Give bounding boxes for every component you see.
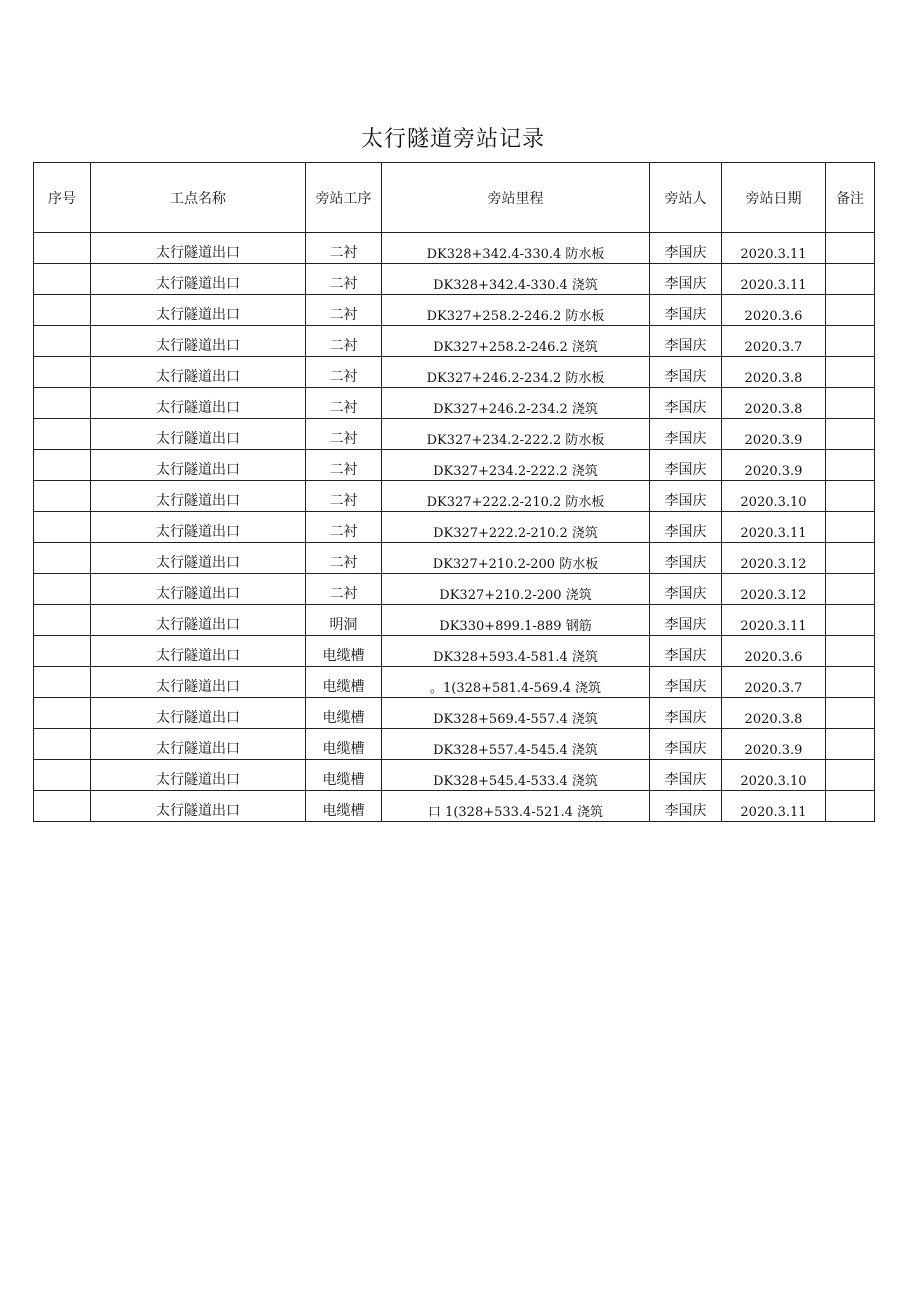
cell-date: 2020.3.10 <box>722 481 826 512</box>
cell-seq <box>34 791 91 822</box>
cell-person: 李国庆 <box>650 512 722 543</box>
cell-person: 李国庆 <box>650 791 722 822</box>
cell-person: 李国庆 <box>650 574 722 605</box>
table-row <box>34 419 875 450</box>
cell-seq <box>34 481 91 512</box>
cell-remark <box>826 636 875 667</box>
cell-site-name: 太行隧道出口 <box>91 512 306 543</box>
cell-site-name: 太行隧道出口 <box>91 357 306 388</box>
table-header-row <box>34 163 875 233</box>
cell-seq <box>34 264 91 295</box>
cell-seq <box>34 636 91 667</box>
cell-date: 2020.3.7 <box>722 667 826 698</box>
cell-date: 2020.3.6 <box>722 636 826 667</box>
table-row <box>34 667 875 698</box>
cell-mileage: DK327+246.2-234.2 防水板 <box>382 357 650 388</box>
cell-seq <box>34 729 91 760</box>
header-seq: 序号 <box>34 163 91 233</box>
cell-site-name: 太行隧道出口 <box>91 295 306 326</box>
cell-seq <box>34 698 91 729</box>
cell-site-name: 太行隧道出口 <box>91 760 306 791</box>
table-row <box>34 450 875 481</box>
cell-person: 李国庆 <box>650 729 722 760</box>
table-row <box>34 791 875 822</box>
cell-process: 二衬 <box>306 512 382 543</box>
cell-person: 李国庆 <box>650 667 722 698</box>
cell-person: 李国庆 <box>650 450 722 481</box>
table-row <box>34 636 875 667</box>
cell-seq <box>34 233 91 264</box>
cell-process: 二衬 <box>306 295 382 326</box>
cell-remark <box>826 698 875 729</box>
cell-process: 电缆槽 <box>306 791 382 822</box>
cell-date: 2020.3.8 <box>722 698 826 729</box>
table-row <box>34 233 875 264</box>
cell-remark <box>826 605 875 636</box>
cell-site-name: 太行隧道出口 <box>91 605 306 636</box>
station-record-table <box>33 162 875 822</box>
table-row <box>34 388 875 419</box>
cell-date: 2020.3.11 <box>722 605 826 636</box>
cell-process: 二衬 <box>306 574 382 605</box>
cell-mileage: 。1(328+581.4-569.4 浇筑 <box>382 667 650 698</box>
cell-mileage: DK328+557.4-545.4 浇筑 <box>382 729 650 760</box>
cell-seq <box>34 326 91 357</box>
table-row <box>34 574 875 605</box>
cell-mileage: DK328+569.4-557.4 浇筑 <box>382 698 650 729</box>
cell-remark <box>826 729 875 760</box>
table-row <box>34 264 875 295</box>
table-row <box>34 760 875 791</box>
cell-process: 电缆槽 <box>306 667 382 698</box>
cell-person: 李国庆 <box>650 481 722 512</box>
table-row <box>34 326 875 357</box>
cell-remark <box>826 512 875 543</box>
cell-remark <box>826 450 875 481</box>
table-row <box>34 698 875 729</box>
cell-remark <box>826 264 875 295</box>
cell-person: 李国庆 <box>650 605 722 636</box>
cell-mileage: DK327+222.2-210.2 防水板 <box>382 481 650 512</box>
cell-mileage: DK328+545.4-533.4 浇筑 <box>382 760 650 791</box>
cell-remark <box>826 326 875 357</box>
cell-process: 二衬 <box>306 233 382 264</box>
cell-site-name: 太行隧道出口 <box>91 574 306 605</box>
cell-mileage: DK327+210.2-200 浇筑 <box>382 574 650 605</box>
cell-person: 李国庆 <box>650 760 722 791</box>
cell-process: 电缆槽 <box>306 729 382 760</box>
cell-seq <box>34 419 91 450</box>
cell-seq <box>34 295 91 326</box>
document-title: 太行隧道旁站记录 <box>360 127 545 152</box>
cell-seq <box>34 605 91 636</box>
cell-process: 电缆槽 <box>306 698 382 729</box>
cell-date: 2020.3.7 <box>722 326 826 357</box>
cell-mileage: DK328+342.4-330.4 防水板 <box>382 233 650 264</box>
cell-seq <box>34 450 91 481</box>
cell-seq <box>34 543 91 574</box>
cell-process: 二衬 <box>306 481 382 512</box>
header-person: 旁站人 <box>650 163 722 233</box>
table-row <box>34 357 875 388</box>
cell-date: 2020.3.12 <box>722 574 826 605</box>
cell-process: 二衬 <box>306 264 382 295</box>
cell-site-name: 太行隧道出口 <box>91 543 306 574</box>
cell-process: 电缆槽 <box>306 636 382 667</box>
cell-date: 2020.3.9 <box>722 450 826 481</box>
cell-person: 李国庆 <box>650 295 722 326</box>
header-process: 旁站工序 <box>306 163 382 233</box>
cell-process: 二衬 <box>306 357 382 388</box>
cell-date: 2020.3.11 <box>722 233 826 264</box>
cell-date: 2020.3.12 <box>722 543 826 574</box>
cell-remark <box>826 419 875 450</box>
cell-process: 二衬 <box>306 326 382 357</box>
cell-mileage: DK327+222.2-210.2 浇筑 <box>382 512 650 543</box>
cell-mileage: DK330+899.1-889 钢筋 <box>382 605 650 636</box>
header-remark: 备注 <box>826 163 875 233</box>
cell-seq <box>34 357 91 388</box>
cell-site-name: 太行隧道出口 <box>91 481 306 512</box>
cell-remark <box>826 295 875 326</box>
cell-person: 李国庆 <box>650 636 722 667</box>
cell-date: 2020.3.11 <box>722 791 826 822</box>
cell-site-name: 太行隧道出口 <box>91 636 306 667</box>
cell-person: 李国庆 <box>650 388 722 419</box>
cell-site-name: 太行隧道出口 <box>91 264 306 295</box>
table-row <box>34 605 875 636</box>
cell-remark <box>826 760 875 791</box>
cell-date: 2020.3.11 <box>722 512 826 543</box>
cell-person: 李国庆 <box>650 543 722 574</box>
cell-person: 李国庆 <box>650 698 722 729</box>
table-row <box>34 295 875 326</box>
cell-site-name: 太行隧道出口 <box>91 698 306 729</box>
cell-date: 2020.3.9 <box>722 419 826 450</box>
cell-date: 2020.3.11 <box>722 264 826 295</box>
cell-site-name: 太行隧道出口 <box>91 791 306 822</box>
cell-date: 2020.3.8 <box>722 388 826 419</box>
cell-date: 2020.3.10 <box>722 760 826 791</box>
cell-site-name: 太行隧道出口 <box>91 729 306 760</box>
cell-site-name: 太行隧道出口 <box>91 450 306 481</box>
cell-mileage: DK328+593.4-581.4 浇筑 <box>382 636 650 667</box>
cell-site-name: 太行隧道出口 <box>91 388 306 419</box>
cell-person: 李国庆 <box>650 419 722 450</box>
cell-mileage: DK327+234.2-222.2 浇筑 <box>382 450 650 481</box>
table-row <box>34 481 875 512</box>
cell-seq <box>34 760 91 791</box>
cell-remark <box>826 233 875 264</box>
cell-process: 二衬 <box>306 543 382 574</box>
cell-date: 2020.3.8 <box>722 357 826 388</box>
cell-remark <box>826 543 875 574</box>
cell-remark <box>826 388 875 419</box>
cell-person: 李国庆 <box>650 233 722 264</box>
cell-person: 李国庆 <box>650 357 722 388</box>
cell-site-name: 太行隧道出口 <box>91 667 306 698</box>
header-mileage: 旁站里程 <box>382 163 650 233</box>
table-row <box>34 512 875 543</box>
header-site: 工点名称 <box>91 163 306 233</box>
cell-mileage: DK327+258.2-246.2 浇筑 <box>382 326 650 357</box>
cell-person: 李国庆 <box>650 264 722 295</box>
cell-site-name: 太行隧道出口 <box>91 326 306 357</box>
table-row <box>34 543 875 574</box>
cell-seq <box>34 574 91 605</box>
cell-date: 2020.3.9 <box>722 729 826 760</box>
cell-process: 电缆槽 <box>306 760 382 791</box>
cell-remark <box>826 667 875 698</box>
cell-date: 2020.3.6 <box>722 295 826 326</box>
cell-site-name: 太行隧道出口 <box>91 419 306 450</box>
cell-seq <box>34 388 91 419</box>
cell-remark <box>826 574 875 605</box>
cell-remark <box>826 357 875 388</box>
cell-seq <box>34 512 91 543</box>
table-row <box>34 729 875 760</box>
header-date: 旁站日期 <box>722 163 826 233</box>
cell-remark <box>826 481 875 512</box>
cell-process: 二衬 <box>306 388 382 419</box>
cell-mileage: DK328+342.4-330.4 浇筑 <box>382 264 650 295</box>
cell-process: 明洞 <box>306 605 382 636</box>
cell-mileage: DK327+258.2-246.2 防水板 <box>382 295 650 326</box>
cell-site-name: 太行隧道出口 <box>91 233 306 264</box>
cell-mileage: DK327+246.2-234.2 浇筑 <box>382 388 650 419</box>
cell-process: 二衬 <box>306 450 382 481</box>
cell-process: 二衬 <box>306 419 382 450</box>
cell-mileage: DK327+210.2-200 防水板 <box>382 543 650 574</box>
cell-remark <box>826 791 875 822</box>
cell-person: 李国庆 <box>650 326 722 357</box>
table-body <box>34 233 875 822</box>
cell-mileage: 口 1(328+533.4-521.4 浇筑 <box>382 791 650 822</box>
cell-seq <box>34 667 91 698</box>
cell-mileage: DK327+234.2-222.2 防水板 <box>382 419 650 450</box>
